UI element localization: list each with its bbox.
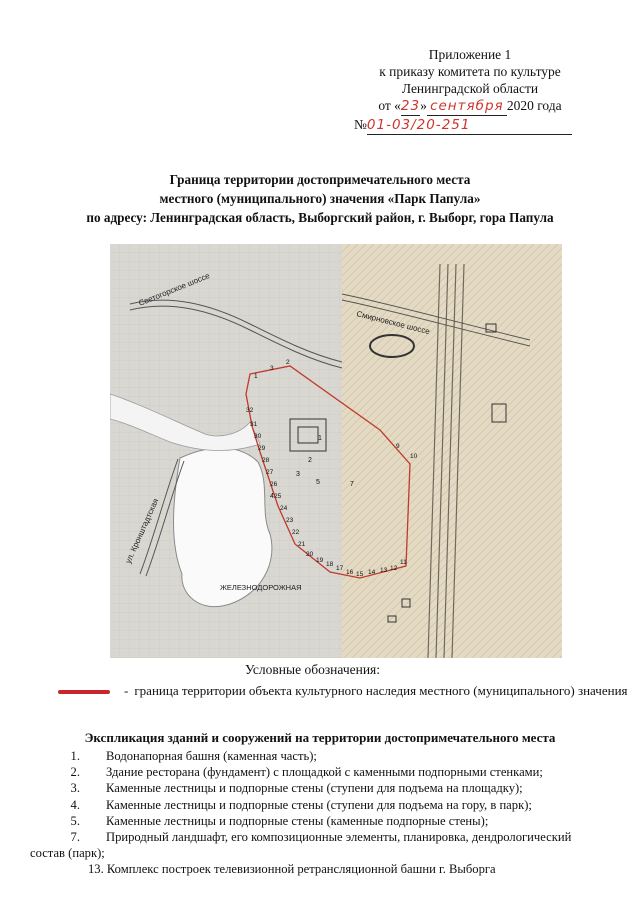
legend-text: граница территории объекта культурного наследия местного (муниципального) значения bbox=[134, 683, 628, 698]
appendix-line-1: Приложение 1 bbox=[428, 47, 512, 62]
point-label: 26 bbox=[270, 481, 278, 488]
date-month: сентября bbox=[427, 98, 507, 116]
title-line-2: местного (муниципального) значения «Парк Папула» bbox=[159, 191, 481, 206]
appendix-number bbox=[340, 116, 600, 135]
object-label: 5 bbox=[316, 479, 320, 486]
date-year: 2020 года bbox=[506, 98, 562, 113]
point-label: 19 bbox=[316, 557, 324, 564]
road-label-3: ул. Кронштадтская bbox=[123, 497, 161, 565]
date-day: 23 bbox=[400, 98, 421, 114]
date-mid: » bbox=[420, 98, 427, 113]
number-label: № bbox=[354, 117, 367, 132]
map-right-area bbox=[342, 244, 562, 658]
appendix-header bbox=[340, 46, 600, 135]
point-label: 28 bbox=[262, 457, 270, 464]
item-number: 7. bbox=[70, 830, 80, 845]
appendix-date bbox=[340, 97, 600, 116]
map-svg bbox=[110, 244, 562, 658]
point-label: 25 bbox=[274, 493, 282, 500]
point-label: 1 bbox=[254, 373, 258, 380]
station-label: ЖЕЛЕЗНОДОРОЖНАЯ bbox=[220, 583, 302, 592]
object-label: 4 bbox=[270, 493, 274, 500]
point-label: 30 bbox=[254, 433, 262, 440]
point-label: 9 bbox=[396, 443, 400, 450]
item-text: Здание ресторана (фундамент) с площадкой с каменными подпорными стенками; bbox=[106, 765, 543, 780]
point-label: 22 bbox=[292, 529, 300, 536]
appendix-line-3: Ленинградской области bbox=[401, 81, 539, 96]
legend-dash: - bbox=[124, 683, 129, 698]
object-label: 3 bbox=[296, 471, 300, 478]
item-text: Каменные лестницы и подпорные стены (ступени для подъема на гору, в парк); bbox=[106, 797, 532, 812]
point-label: 13 bbox=[380, 567, 388, 574]
item-number: 3. bbox=[70, 781, 80, 796]
point-label: 10 bbox=[410, 453, 418, 460]
item-text: Водонапорная башня (каменная часть); bbox=[106, 749, 317, 763]
road-label-2: Смирновское шоссе bbox=[355, 309, 431, 337]
item-number: 5. bbox=[70, 813, 80, 828]
list-item bbox=[30, 780, 630, 796]
point-label: 21 bbox=[298, 541, 306, 548]
point-label: 32 bbox=[246, 407, 254, 414]
legend-boundary-line bbox=[58, 690, 110, 694]
point-label: 29 bbox=[258, 445, 266, 452]
item-number: 2. bbox=[70, 765, 80, 780]
point-label: 20 bbox=[306, 551, 314, 558]
point-label: 12 bbox=[390, 565, 398, 572]
point-label: 27 bbox=[266, 469, 274, 476]
list-item bbox=[30, 748, 630, 764]
document-title bbox=[0, 170, 640, 227]
legend-title: Условные обозначения: bbox=[245, 662, 381, 677]
title-line-1: Граница территории достопримечательного места bbox=[169, 172, 471, 187]
point-label: 14 bbox=[368, 569, 376, 576]
explication-title: Экспликация зданий и сооружений на территории достопримечательного места bbox=[84, 730, 556, 745]
point-label: 24 bbox=[280, 505, 288, 512]
item-number: 1. bbox=[70, 749, 80, 763]
list-item bbox=[30, 764, 630, 780]
point-label: 3 bbox=[270, 365, 274, 372]
point-label: 11 bbox=[400, 559, 407, 566]
point-label: 18 bbox=[326, 561, 334, 568]
point-label: 31 bbox=[250, 421, 258, 428]
list-item bbox=[30, 829, 630, 845]
item-text: Природный ландшафт, его композиционные элементы, планировка, дендрологический bbox=[106, 830, 572, 845]
point-label: 16 bbox=[346, 569, 354, 576]
object-label: 7 bbox=[350, 481, 354, 488]
list-item: 13. Комплекс построек телевизионной ретрансляционной башни г. Выборга bbox=[88, 862, 496, 877]
territory-map bbox=[110, 244, 562, 658]
title-line-3: по адресу: Ленинградская область, Выборгский район, г. Выборг, гора Папула bbox=[86, 210, 554, 225]
legend-description bbox=[124, 683, 629, 699]
road-label-1: Светогорское шоссе bbox=[137, 271, 212, 308]
point-label: 2 bbox=[286, 359, 290, 366]
item-text: Каменные лестницы и подпорные стены (каменные подпорные стены); bbox=[106, 813, 489, 828]
point-label: 15 bbox=[356, 571, 364, 578]
object-label: 2 bbox=[308, 457, 312, 464]
item-text: Каменные лестницы и подпорные стены (ступени для подъема на площадку); bbox=[106, 781, 523, 796]
point-label: 17 bbox=[336, 565, 344, 572]
explication-list bbox=[30, 748, 630, 878]
list-item bbox=[30, 813, 630, 829]
number-value: 01-03/20-251 bbox=[367, 117, 572, 135]
item-number: 4. bbox=[70, 797, 80, 812]
list-item bbox=[30, 797, 630, 813]
point-label: 23 bbox=[286, 517, 294, 524]
list-item-continuation: состав (парк); bbox=[30, 846, 105, 861]
date-prefix: от « bbox=[378, 98, 401, 113]
object-label: 1 bbox=[318, 435, 322, 442]
appendix-line-2: к приказу комитета по культуре bbox=[379, 64, 561, 79]
